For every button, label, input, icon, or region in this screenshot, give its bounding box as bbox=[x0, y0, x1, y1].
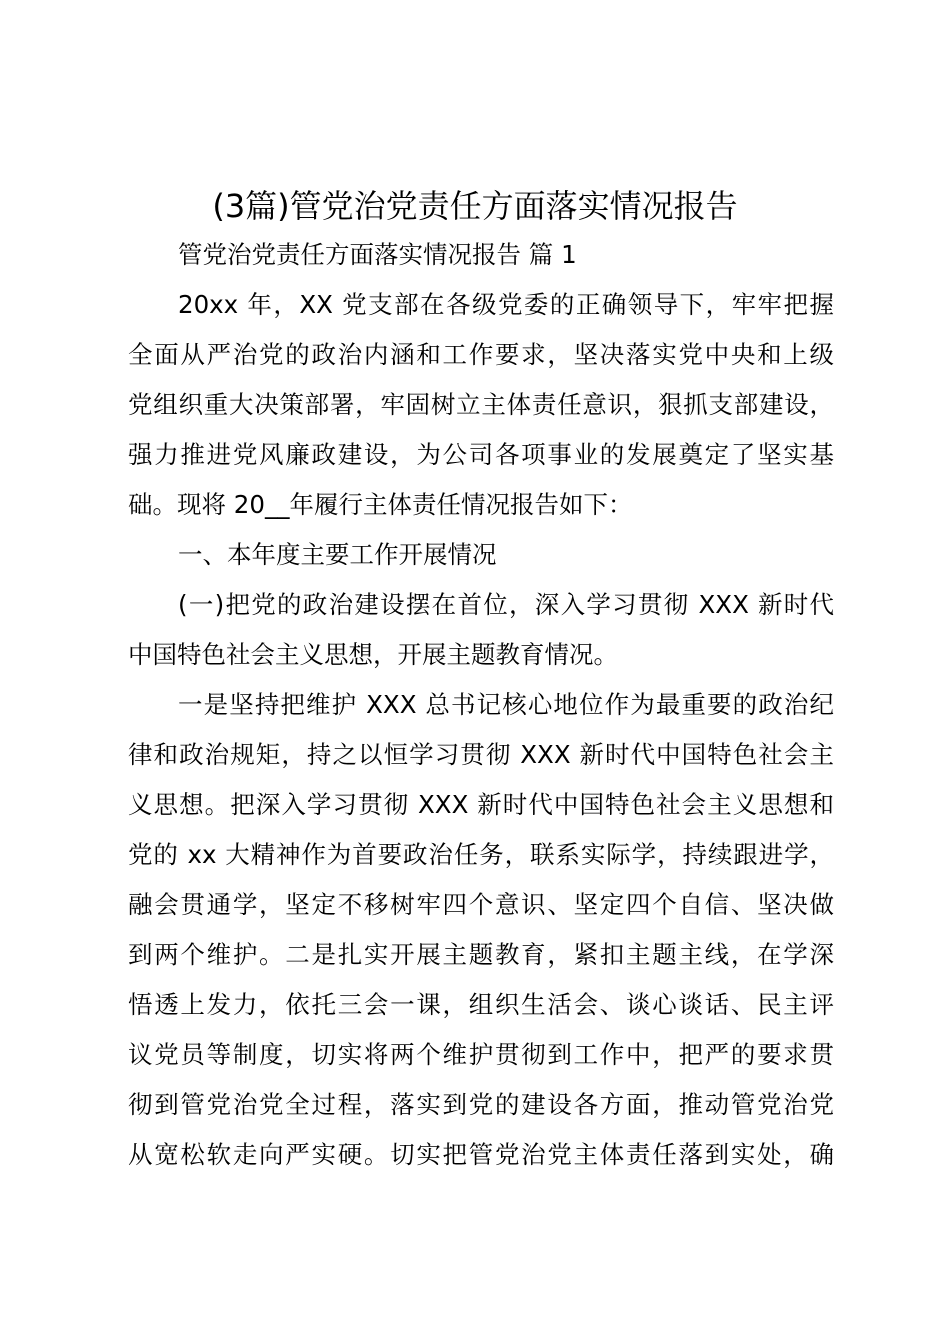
text-line: (一)把党的政治建设摆在首位，深入学习贯彻 XXX 新时代 bbox=[178, 590, 834, 619]
text-line: 彻到管党治党全过程，落实到党的建设各方面，推动管党治党 bbox=[128, 1090, 834, 1119]
text-line: 中国特色社会主义思想，开展主题教育情况。 bbox=[128, 640, 618, 669]
section-heading bbox=[128, 530, 834, 580]
text-line: 全面从严治党的政治内涵和工作要求，坚决落实党中央和上级 bbox=[128, 340, 834, 369]
text-line: 20xx 年，XX 党支部在各级党委的正确领导下，牢牢把握 bbox=[178, 290, 834, 319]
paragraph bbox=[128, 680, 834, 1180]
text-line: 从宽松软走向严实硬。切实把管党治党主体责任落到实处，确 bbox=[128, 1140, 834, 1169]
text-line: 融会贯通学，坚定不移树牢四个意识、坚定四个自信、坚决做 bbox=[128, 890, 834, 919]
text-line: 一是坚持把维护 XXX 总书记核心地位作为最重要的政治纪 bbox=[178, 690, 834, 719]
text-line: 管党治党责任方面落实情况报告 篇 1 bbox=[178, 240, 577, 269]
paragraph bbox=[128, 280, 834, 530]
text-line: 到两个维护。二是扎实开展主题教育，紧扣主题主线，在学深 bbox=[128, 940, 834, 969]
document-title: (3篇)管党治党责任方面落实情况报告 bbox=[212, 187, 738, 225]
section-subtitle bbox=[128, 230, 834, 280]
text-line: 义思想。把深入学习贯彻 XXX 新时代中国特色社会主义思想和 bbox=[128, 790, 834, 819]
text-line: 党组织重大决策部署，牢固树立主体责任意识，狠抓支部建设， bbox=[128, 390, 834, 419]
text-line: 础。现将 20__年履行主体责任情况报告如下： bbox=[128, 490, 633, 519]
text-line: 一、本年度主要工作开展情况 bbox=[178, 540, 497, 569]
document-body bbox=[128, 230, 834, 1180]
paragraph bbox=[128, 580, 834, 680]
text-line: 悟透上发力，依托三会一课，组织生活会、谈心谈话、民主评 bbox=[128, 990, 834, 1019]
text-line: 议党员等制度，切实将两个维护贯彻到工作中，把严的要求贯 bbox=[128, 1040, 834, 1069]
text-line: 党的 xx 大精神作为首要政治任务，联系实际学，持续跟进学， bbox=[128, 840, 834, 869]
text-line: 强力推进党风廉政建设，为公司各项事业的发展奠定了坚实基 bbox=[128, 440, 834, 469]
text-line: 律和政治规矩，持之以恒学习贯彻 XXX 新时代中国特色社会主 bbox=[128, 740, 834, 769]
